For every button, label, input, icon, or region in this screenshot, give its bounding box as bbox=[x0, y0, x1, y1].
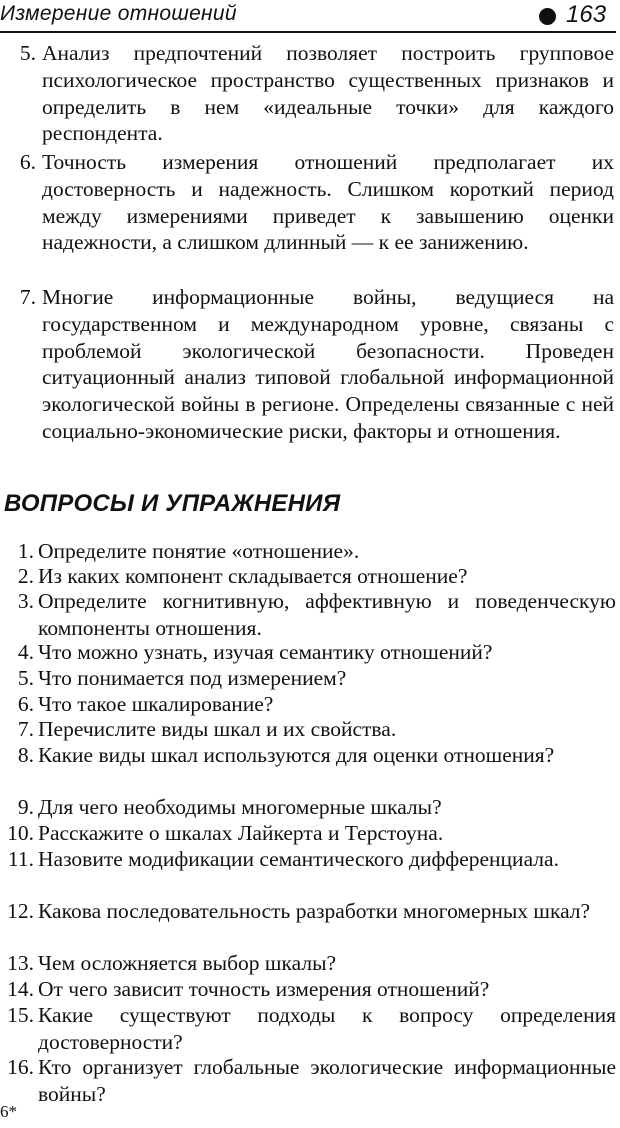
list-item bbox=[19, 149, 614, 256]
question-number: 9. bbox=[17, 795, 34, 819]
question-item bbox=[7, 976, 616, 1003]
question-text: Что понимается под измерением? bbox=[38, 666, 347, 690]
question-item bbox=[17, 716, 616, 743]
page-number: 163 bbox=[566, 1, 607, 28]
question-item bbox=[7, 950, 616, 977]
question-text: Что можно узнать, изучая семантику отношений? bbox=[38, 640, 493, 664]
list-item-text: Точность измерения отношений предполагает их достоверность и надежность. Слишком короткий период между измерениями приведет к завышению оценки надежности, а слишком длинный — к ее занижению. bbox=[42, 150, 614, 255]
question-number: 15. bbox=[7, 1003, 34, 1027]
question-text: Чем осложняется выбор шкалы? bbox=[38, 951, 337, 975]
question-item bbox=[17, 665, 616, 692]
question-item bbox=[7, 898, 616, 925]
running-title: Измерение отношений bbox=[0, 2, 237, 25]
question-item bbox=[7, 820, 616, 847]
question-text: Что такое шкалирование? bbox=[38, 692, 274, 716]
question-number: 11. bbox=[7, 847, 34, 871]
question-number: 2. bbox=[17, 564, 34, 588]
question-text: Какие виды шкал используются для оценки отношения? bbox=[38, 743, 555, 767]
question-text: Какие существуют подходы к вопросу определения достоверности? bbox=[38, 1003, 616, 1054]
question-text: Перечислите виды шкал и их свойства. bbox=[38, 717, 397, 741]
question-item bbox=[7, 846, 616, 873]
question-text: От чего зависит точность измерения отношений? bbox=[38, 977, 490, 1001]
question-number: 14. bbox=[7, 977, 34, 1001]
question-text: Определите когнитивную, аффективную и поведенческую компоненты отношения. bbox=[38, 589, 616, 640]
question-text: Назовите модификации семантического дифференциала. bbox=[38, 847, 559, 871]
question-item bbox=[7, 1002, 616, 1056]
question-number: 6. bbox=[17, 692, 34, 716]
question-text: Какова последовательность разработки многомерных шкал? bbox=[38, 899, 591, 923]
question-number: 4. bbox=[17, 640, 34, 664]
question-item bbox=[17, 691, 616, 718]
list-item-number: 7. bbox=[19, 285, 36, 309]
question-text: Определите понятие «отношение». bbox=[38, 539, 360, 563]
question-number: 16. bbox=[7, 1055, 34, 1079]
question-item bbox=[7, 1054, 616, 1108]
list-item-text: Многие информационные войны, ведущиеся на государственном и международном уровне, связаны с проблемой экологической безопасности. Проведен ситуационный анализ типовой глобальной информационной экологической войны в регионе. Определены связанные с ней социально-экономические риски, факторы и отношения. bbox=[42, 285, 614, 443]
question-text: Кто организует глобальные экологические информационные войны? bbox=[38, 1055, 616, 1106]
question-number: 7. bbox=[17, 717, 34, 741]
question-item bbox=[17, 563, 616, 590]
question-number: 1. bbox=[17, 539, 34, 563]
list-item bbox=[19, 40, 614, 147]
section-heading: ВОПРОСЫ И УПРАЖНЕНИЯ bbox=[4, 490, 341, 517]
signature-mark: 6* bbox=[0, 1102, 17, 1121]
question-item bbox=[17, 639, 616, 666]
question-number: 5. bbox=[17, 666, 34, 690]
question-number: 12. bbox=[7, 899, 34, 923]
header-rule bbox=[0, 31, 616, 33]
list-item-number: 6. bbox=[19, 150, 36, 174]
question-item bbox=[17, 794, 616, 821]
question-number: 10. bbox=[7, 821, 34, 845]
question-text: Из каких компонент складывается отношение? bbox=[38, 564, 468, 588]
question-text: Расскажите о шкалах Лайкерта и Терстоуна. bbox=[38, 821, 444, 845]
question-text: Для чего необходимы многомерные шкалы? bbox=[38, 795, 442, 819]
page-header bbox=[0, 0, 620, 38]
question-item bbox=[17, 588, 616, 642]
bullet-icon bbox=[539, 8, 556, 25]
question-number: 3. bbox=[17, 589, 34, 613]
list-item bbox=[19, 284, 614, 445]
question-number: 8. bbox=[17, 743, 34, 767]
list-item-text: Анализ предпочтений позволяет построить групповое психологическое пространство существенных признаков и определить в нем «идеальные точки» для каждого респондента. bbox=[42, 41, 614, 146]
question-item bbox=[17, 538, 616, 565]
list-item-number: 5. bbox=[19, 41, 36, 65]
question-number: 13. bbox=[7, 951, 34, 975]
question-item bbox=[17, 742, 616, 769]
